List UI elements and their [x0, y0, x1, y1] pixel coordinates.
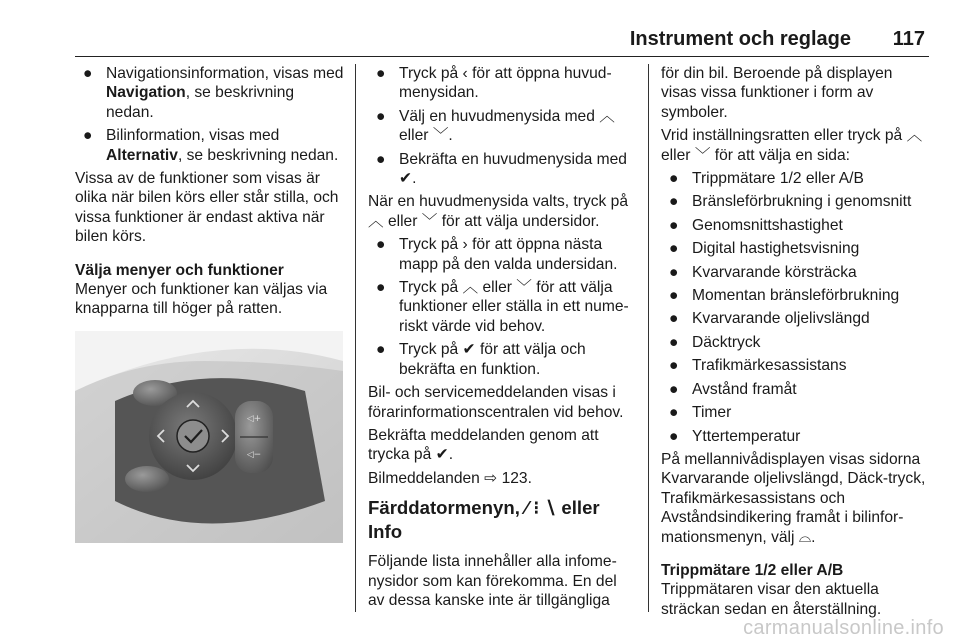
- list-item-text: .: [412, 170, 417, 188]
- paragraph-text: för att välja en sida:: [710, 146, 850, 164]
- bullet-list: [368, 235, 636, 379]
- paragraph: Bil- och servicemeddelanden visas i förarinformationscentralen vid behov.: [368, 384, 624, 421]
- chevron-down-icon: ﹀: [432, 127, 449, 145]
- paragraph-text: Bilmeddelanden: [368, 469, 485, 487]
- trip-computer-icon: ⁄ ⁝ ∖: [525, 497, 557, 519]
- list-item: [661, 263, 929, 282]
- list-item-text: Timer: [692, 404, 732, 422]
- chevron-down-icon: ﹀: [694, 146, 711, 164]
- list-item-text: Välj en huvudmenysida med: [399, 107, 600, 125]
- page-number: 117: [892, 28, 925, 50]
- bullet-icon: ●: [669, 310, 679, 328]
- chevron-right-icon: ›: [462, 236, 468, 254]
- page-reference-icon: ⇨: [484, 469, 498, 487]
- list-item-text: Bilinformation, visas med: [106, 127, 280, 145]
- list-item-text: Kvarvarande oljelivslängd: [692, 310, 870, 328]
- bullet-list: [75, 64, 345, 165]
- list-item: [368, 340, 636, 379]
- list-item-text: Genomsnittshastighet: [692, 216, 843, 234]
- bullet-icon: ●: [376, 150, 386, 168]
- section-title: Instrument och reglage: [629, 28, 851, 50]
- list-item: [368, 107, 636, 146]
- list-item: [75, 64, 345, 122]
- list-item: [368, 64, 636, 103]
- subheading: Välja menyer och funktioner: [75, 261, 284, 279]
- paragraph: Vissa av de funktioner som visas är olika när bilen körs eller står stilla, och vissa funktioner är endast aktiva när bilen körs.: [75, 170, 339, 246]
- svg-text:◁+: ◁+: [246, 413, 262, 424]
- bullet-list: [368, 64, 636, 188]
- chevron-up-icon: ︿: [462, 279, 479, 297]
- list-item-text: Däcktryck: [692, 333, 761, 351]
- paragraph: för din bil. Beroende på displayen visas vissa funktioner i form av symboler.: [661, 65, 893, 121]
- list-item-text: för att öppna huvud-menysidan.: [399, 65, 612, 102]
- heading-text: Färddatormenyn,: [368, 497, 526, 519]
- column-2: [368, 64, 636, 614]
- bullet-icon: ●: [669, 216, 679, 234]
- steering-wheel-controls-image: [75, 331, 343, 543]
- paragraph-text: När en huvudmenysida valts, tryck på: [368, 193, 629, 211]
- bullet-icon: ●: [669, 427, 679, 445]
- chevron-down-icon: ﹀: [516, 279, 532, 297]
- bullet-icon: ●: [669, 170, 679, 188]
- bullet-icon: ●: [376, 279, 386, 297]
- list-item-text: Trafikmärkesassistans: [692, 357, 847, 375]
- paragraph-text: .: [448, 446, 454, 464]
- list-item-text: Momentan bränsleförbrukning: [692, 287, 900, 305]
- chevron-left-icon: ‹: [462, 65, 468, 82]
- svg-text:◁−: ◁−: [246, 449, 262, 460]
- paragraph-text: På mellannivådisplayen visas sidorna Kvarvarande oljelivslängd, Däck-tryck, Trafikmärkesassistans och Avståndsindikering framåt i bilinfor-mationsmenyn, välj: [661, 450, 926, 546]
- list-item-text: Tryck på: [399, 236, 463, 254]
- page-header: [75, 22, 929, 57]
- bullet-icon: ●: [83, 65, 93, 82]
- paragraph: Menyer och funktioner kan väljas via knapparna till höger på ratten.: [75, 281, 328, 318]
- car-icon: ⌓: [798, 528, 812, 546]
- list-item-text: Kvarvarande körsträcka: [692, 263, 857, 281]
- list-item: [661, 309, 929, 328]
- list-item: [661, 169, 929, 188]
- chevron-up-icon: ︿: [368, 212, 384, 230]
- bullet-icon: ●: [376, 236, 386, 254]
- bullet-icon: ●: [669, 287, 679, 305]
- chevron-up-icon: ︿: [906, 127, 923, 145]
- list-item-text: för att välja och bekräfta en funktion.: [399, 341, 586, 378]
- bullet-icon: ●: [669, 263, 679, 281]
- checkmark-icon: ✔: [399, 170, 413, 188]
- list-item-text: för att välja funktioner eller ställa in ett nume-riskt värde vid behov.: [399, 279, 629, 335]
- left-lower-button: [125, 466, 169, 492]
- bullet-icon: ●: [83, 127, 93, 145]
- bullet-icon: ●: [669, 193, 679, 211]
- list-item-text: Trippmätare 1/2 eller A/B: [692, 170, 864, 188]
- bullet-icon: ●: [376, 65, 386, 82]
- checkmark-icon: ✔: [462, 341, 476, 359]
- bullet-icon: ●: [669, 357, 679, 375]
- list-item: [661, 380, 929, 399]
- paragraph-text: 123.: [497, 469, 532, 487]
- list-item: [661, 356, 929, 375]
- list-item: [661, 216, 929, 235]
- list-item: [368, 278, 636, 336]
- page-list: [661, 169, 929, 446]
- list-item: [661, 427, 929, 446]
- bullet-icon: ●: [669, 333, 679, 351]
- menu-name: Navigation: [106, 84, 186, 102]
- menu-name: Alternativ: [106, 146, 178, 164]
- list-item: [75, 126, 345, 165]
- checkmark-icon: ✔: [435, 446, 449, 464]
- paragraph-text: Vrid inställningsratten eller tryck på: [661, 127, 907, 145]
- paragraph: [661, 450, 929, 547]
- paragraph-text: Bekräfta meddelanden genom att trycka på: [368, 426, 599, 464]
- chevron-up-icon: ︿: [599, 107, 615, 125]
- list-item-text: , se beskrivning nedan.: [177, 146, 339, 164]
- paragraph: [661, 126, 929, 165]
- list-item: [661, 286, 929, 305]
- paragraph: [368, 469, 636, 488]
- chevron-down-icon: ﹀: [421, 212, 438, 230]
- heading-text: eller Info: [368, 497, 600, 543]
- paragraph-text: .: [811, 528, 816, 546]
- column-divider: [355, 64, 356, 612]
- paragraph-text: eller: [661, 146, 695, 164]
- list-item-text: Yttertemperatur: [692, 427, 801, 445]
- list-item: [661, 192, 929, 211]
- list-item-text: eller: [399, 127, 433, 145]
- watermark: carmanualsonline.info: [743, 617, 944, 639]
- list-item-text: Bränsleförbrukning i genomsnitt: [692, 193, 912, 211]
- paragraph: [368, 192, 636, 231]
- list-item: [661, 403, 929, 422]
- bullet-icon: ●: [376, 107, 386, 125]
- column-3: [661, 64, 929, 623]
- list-item-text: Tryck på: [399, 341, 463, 359]
- column-divider: [648, 64, 649, 612]
- list-item: [661, 333, 929, 352]
- paragraph: [368, 426, 636, 465]
- paragraph-text: eller: [383, 212, 422, 230]
- list-item-text: .: [448, 127, 453, 145]
- list-item-text: Digital hastighetsvisning: [692, 240, 860, 258]
- bullet-icon: ●: [669, 404, 679, 422]
- list-item-text: för att öppna nästa mapp på den valda undersidan.: [399, 236, 618, 273]
- bullet-icon: ●: [669, 240, 679, 258]
- section-heading: [368, 496, 636, 544]
- column-1: [75, 64, 345, 543]
- list-item: [661, 239, 929, 258]
- list-item-text: Tryck på: [399, 65, 463, 82]
- bullet-icon: ●: [669, 380, 679, 398]
- list-item-text: Navigationsinformation, visas med: [106, 65, 344, 82]
- list-item-text: Tryck på: [399, 279, 463, 297]
- center-ok-button: [177, 420, 209, 452]
- list-item-text: , se beskrivning nedan.: [106, 84, 295, 121]
- list-item-text: Bekräfta en huvudmenysida med: [399, 150, 627, 168]
- bullet-icon: ●: [376, 341, 386, 359]
- list-item-text: eller: [478, 279, 517, 297]
- list-item: [368, 150, 636, 189]
- list-item: [368, 235, 636, 274]
- paragraph: Trippmätaren visar den aktuella sträckan sedan en återställning.: [661, 581, 882, 618]
- subheading: Trippmätare 1/2 eller A/B: [661, 561, 844, 579]
- list-item-text: Avstånd framåt: [692, 380, 797, 398]
- paragraph: Följande lista innehåller alla infome-nysidor som kan förekomma. En del av dessa kanske inte är tillgängliga: [368, 553, 617, 609]
- paragraph-text: för att välja undersidor.: [437, 212, 600, 230]
